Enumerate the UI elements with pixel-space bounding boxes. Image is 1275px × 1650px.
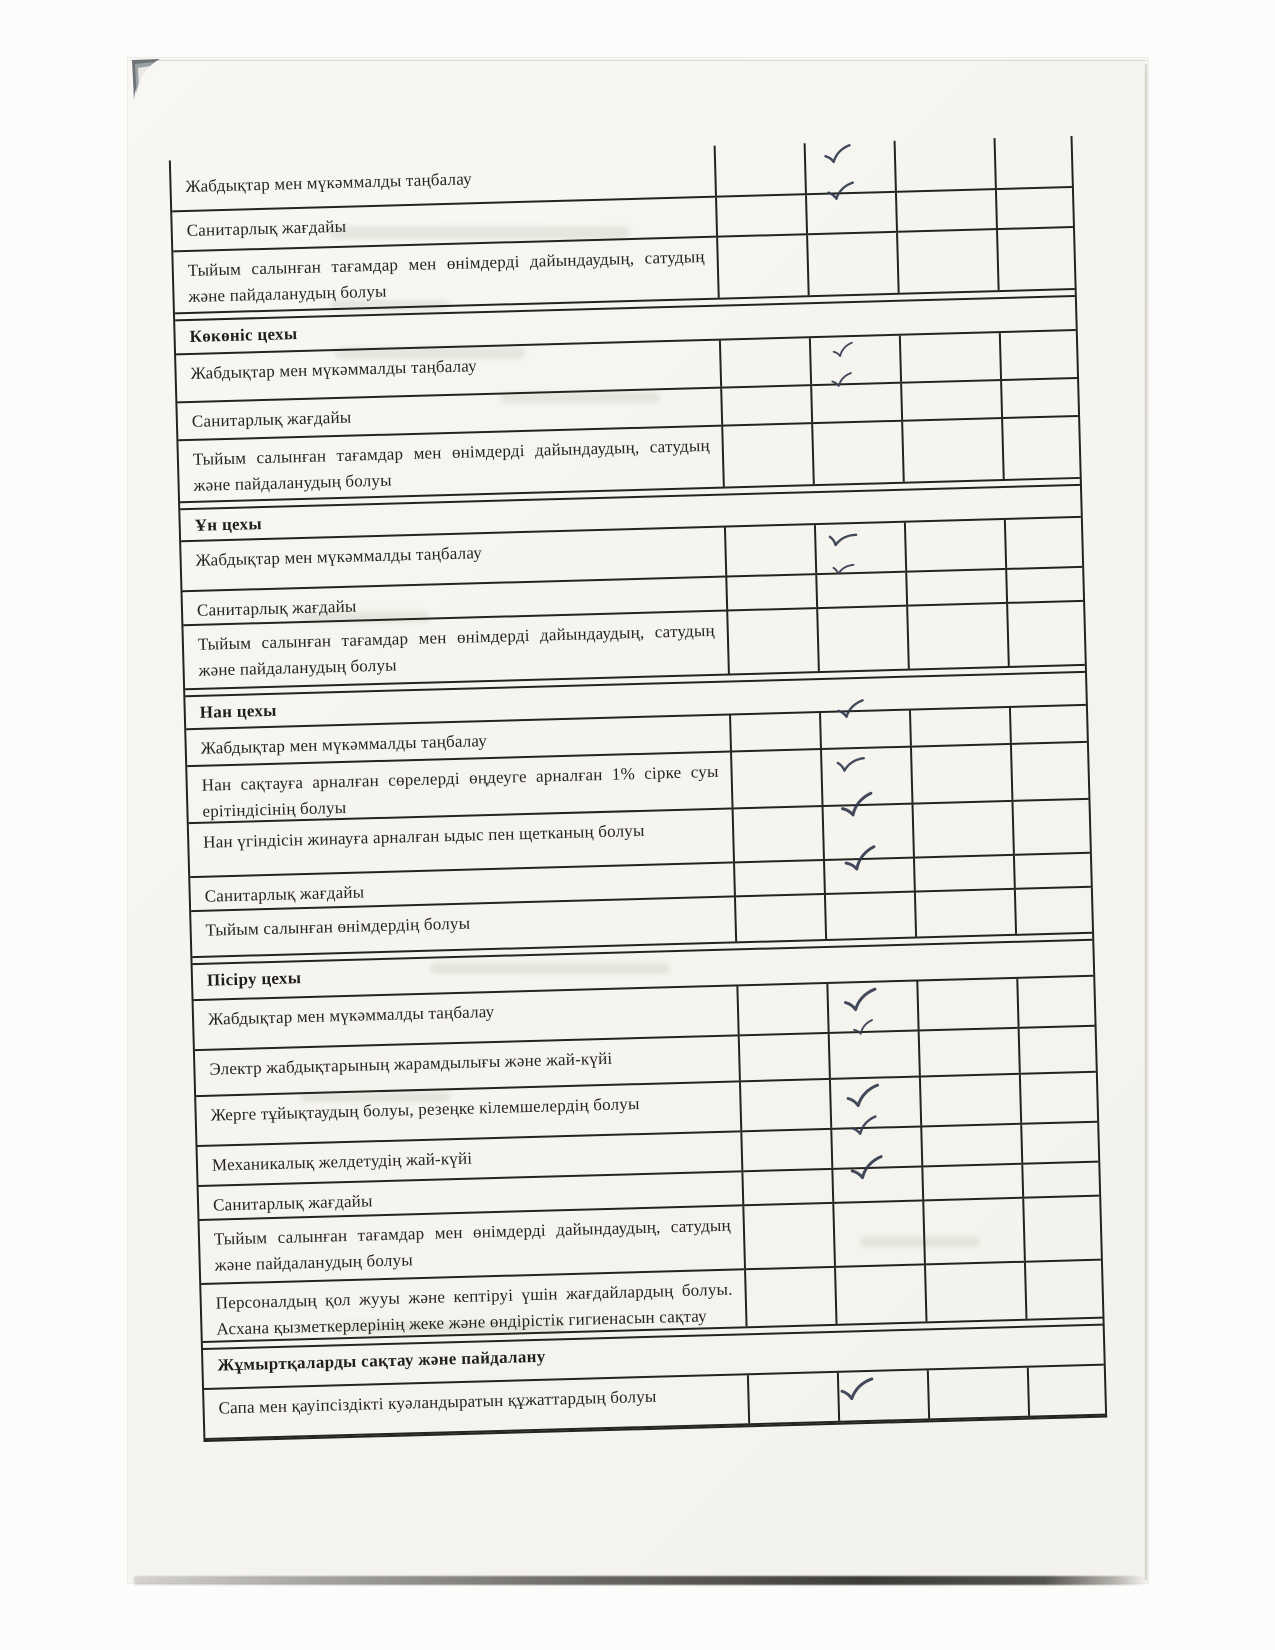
checkmark-icon [847, 1114, 881, 1138]
check-cell-1 [732, 807, 823, 861]
check-cell-3 [909, 708, 1010, 746]
check-cell-3 [896, 230, 998, 293]
check-cell-3 [922, 1199, 1024, 1264]
check-cell-1 [740, 1130, 831, 1170]
check-cell-1 [720, 386, 811, 424]
item-label: Жабдықтар мен мүкәммалды таңбалау [185, 169, 473, 197]
item-text-cell [200, 1206, 744, 1283]
check-cell-3 [906, 604, 1008, 669]
check-cell-3 [905, 570, 1006, 605]
check-cell-4 [1020, 1123, 1098, 1163]
check-cell-2 [806, 233, 898, 295]
check-cell-1 [716, 235, 808, 297]
check-cell-2 [819, 711, 910, 748]
check-cell-2 [828, 1032, 919, 1078]
check-cell-4 [994, 136, 1072, 188]
checkmark-icon [829, 371, 855, 389]
check-cell-3 [900, 381, 1001, 420]
check-cell-4 [1009, 706, 1087, 743]
item-label: Жерге тұйықтаудың болуы, резеңке кілемшелердің болуы [210, 1094, 640, 1125]
check-cell-4 [996, 228, 1075, 290]
check-cell-2 [837, 1370, 928, 1420]
check-cell-2 [805, 193, 896, 233]
check-cell-1 [719, 338, 810, 386]
check-cell-4 [1010, 743, 1088, 800]
checkmark-icon [837, 1376, 877, 1403]
check-cell-1 [742, 1204, 834, 1268]
check-cell-1 [739, 1080, 830, 1130]
item-label: Тыйым салынған өнімдердің болуы [205, 913, 471, 940]
section-label: Жұмыртқаларды сақтау және пайдалану [217, 1346, 546, 1375]
check-cell-1 [730, 750, 821, 807]
check-cell-2 [816, 607, 908, 671]
check-cell-4 [1022, 1197, 1101, 1261]
item-label: Тыйым салынған тағамдар мен өнімдерді дайындаудың, сатудың және пайдаланудың болуы [192, 435, 710, 495]
item-label: Нан үгіндісін жинауға арналған ыдыс пен щетканың болуы [203, 820, 645, 852]
item-label: Санитарлық жағдайы [204, 882, 365, 906]
checkmark-icon [840, 986, 881, 1015]
check-cell-3 [916, 979, 1017, 1030]
check-cell-2 [809, 336, 900, 384]
item-label: Жабдықтар мен мүкәммалды таңбалау [207, 1001, 495, 1029]
item-label: Тыйым салынған тағамдар мен өнімдерді дайындаудың, сатудың және пайдаланудың болуы [187, 247, 705, 306]
check-cell-3 [894, 138, 995, 191]
paper-bottom-edge-shadow [134, 1576, 1146, 1585]
checkmark-icon [821, 142, 854, 165]
check-cell-3 [901, 419, 1003, 482]
section-label: Пісіру цехы [206, 968, 302, 990]
check-cell-4 [1013, 854, 1091, 888]
item-label: Сапа мен қауіпсіздікті куәландыратын құжаттардың болуы [218, 1386, 657, 1418]
check-cell-3 [895, 190, 996, 231]
checkmark-icon [847, 1153, 888, 1183]
check-cell-4 [1006, 602, 1085, 666]
check-cell-4 [1024, 1261, 1102, 1319]
checkmark-icon [834, 698, 867, 721]
check-cell-1 [729, 713, 820, 750]
check-cell-1 [741, 1170, 832, 1204]
check-cell-1 [724, 525, 815, 575]
item-label: Электр жабдықтарының жарамдылығы және жай-күйі [209, 1048, 613, 1079]
item-label: Персоналдың қол жууы және кептіруі үшін жағдайлардың болуы. Асхана қызметкерлерінің жеке және өндірістік гигиенасын сақтау [215, 1279, 733, 1339]
check-cell-1 [733, 861, 824, 895]
check-cell-3 [927, 1368, 1028, 1419]
check-cell-3 [899, 333, 1000, 382]
checkmark-icon [843, 1082, 884, 1111]
page-corner-fold-icon [126, 56, 178, 108]
item-label: Механикалық желдетудің жай-күйі [211, 1148, 473, 1175]
check-cell-3 [921, 1165, 1022, 1200]
item-label: Жабдықтар мен мүкәммалды таңбалау [200, 731, 488, 758]
check-cell-1 [725, 575, 816, 609]
check-cell-4 [1000, 379, 1078, 417]
check-cell-4 [1016, 977, 1094, 1027]
check-cell-4 [995, 188, 1073, 228]
checkmark-icon [834, 753, 867, 776]
item-label: Санитарлық жағдайы [212, 1191, 373, 1215]
check-cell-1 [738, 1034, 829, 1080]
checkmark-icon [830, 340, 856, 359]
check-cell-3 [904, 520, 1005, 571]
check-cell-4 [1005, 568, 1083, 602]
checkmark-icon [825, 526, 859, 552]
item-label: Тыйым салынған тағамдар мен өнімдерді дайындаудың, сатудың және пайдаланудың болуы [213, 1215, 732, 1275]
item-label: Санитарлық жағдайы [186, 216, 347, 240]
check-cell-4 [1004, 518, 1082, 568]
check-cell-2 [810, 384, 901, 422]
check-cell-4 [1014, 888, 1092, 934]
check-cell-2 [823, 859, 914, 893]
check-cell-2 [832, 1201, 924, 1265]
section-label: Ұн цехы [194, 514, 263, 535]
check-cell-3 [914, 890, 1015, 937]
check-cell-2 [815, 573, 906, 607]
check-cell-2 [831, 1167, 922, 1201]
check-cell-1 [734, 895, 825, 941]
section-label: Нан цехы [199, 700, 277, 722]
check-cell-1 [736, 984, 827, 1034]
paper-right-edge [1145, 64, 1147, 1580]
checkmark-icon [830, 560, 856, 578]
check-cell-1 [721, 424, 813, 486]
check-cell-4 [1018, 1027, 1096, 1073]
item-label: Санитарлық жағдайы [191, 407, 352, 431]
check-cell-4 [999, 331, 1077, 379]
item-label: Тыйым салынған тағамдар мен өнімдерді дайындаудың, сатудың және пайдаланудың болуы [197, 620, 715, 680]
check-cell-3 [918, 1029, 1019, 1076]
check-cell-2 [824, 893, 915, 939]
check-cell-3 [924, 1263, 1025, 1322]
paper-top-edge [130, 60, 1146, 61]
item-label: Жабдықтар мен мүкәммалды таңбалау [195, 543, 483, 570]
section-label: Көкөніс цехы [189, 324, 298, 346]
check-cell-4 [1027, 1366, 1105, 1416]
check-cell-3 [913, 856, 1014, 891]
check-cell-4 [1001, 417, 1080, 479]
check-cell-1 [715, 195, 806, 235]
item-label: Нан сақтауға арналған сөрелерді өңдеуге арналған 1% сірке суы ерітіндісінің болуы [201, 761, 719, 821]
checklist-table [169, 136, 1107, 1442]
check-cell-3 [920, 1125, 1021, 1166]
checkmark-icon [850, 1018, 877, 1038]
check-cell-1 [747, 1373, 838, 1423]
check-cell-3 [910, 745, 1011, 803]
check-cell-2 [811, 422, 903, 484]
check-cell-1 [714, 143, 805, 195]
check-cell-2 [834, 1265, 925, 1323]
check-cell-3 [919, 1075, 1020, 1126]
check-cell-1 [744, 1268, 835, 1326]
check-cell-2 [814, 523, 905, 573]
item-label: Санитарлық жағдайы [196, 596, 357, 620]
item-text-cell [183, 612, 727, 689]
check-cell-4 [1021, 1163, 1099, 1197]
check-cell-4 [1019, 1073, 1097, 1123]
check-cell-1 [726, 609, 818, 673]
check-cell-4 [1011, 800, 1089, 854]
checkmark-icon [825, 180, 858, 202]
item-label: Жабдықтар мен мүкәммалды таңбалау [190, 356, 478, 383]
check-cell-3 [912, 802, 1013, 857]
